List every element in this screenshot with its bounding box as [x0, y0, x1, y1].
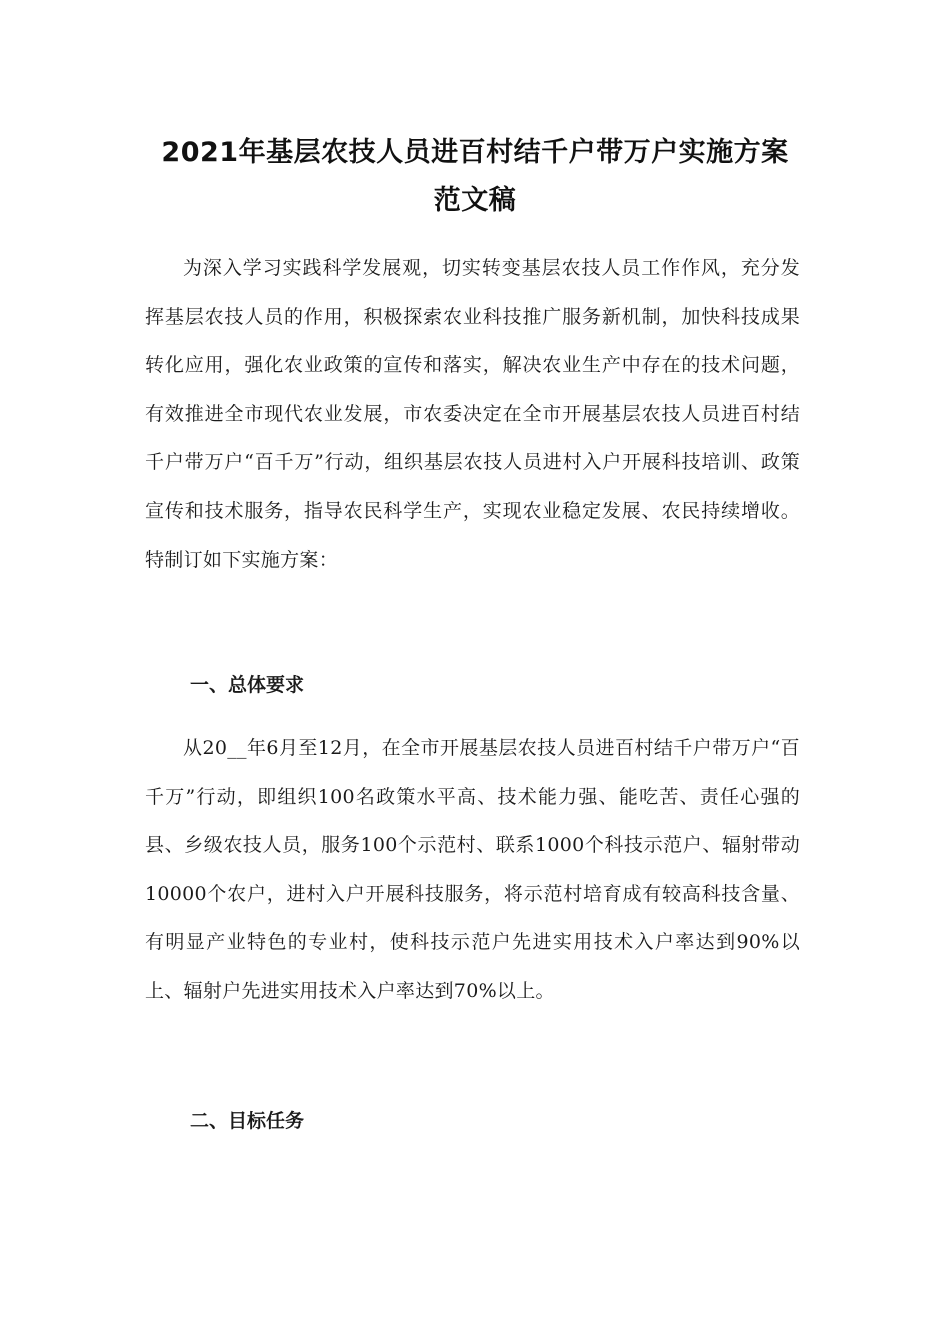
section-heading-goals-tasks: 二、目标任务	[190, 1110, 305, 1132]
intro-paragraph: 为深入学习实践科学发展观，切实转变基层农技人员工作作风，充分发挥基层农技人员的作用，积极探索农业科技推广服务新机制，加快科技成果转化应用，强化农业政策的宣传和落实，解决农业生产中存在的技术问题，有效推进全市现代农业发展，市农委决定在全市开展基层农技人员进百村结千户带万户“百千万”行动，组织基层农技人员进村入户开展科技培训、政策宣传和技术服务，指导农民科学生产，实现农业稳定发展、农民持续增收。特制订如下实施方案：	[145, 257, 800, 571]
document-title-line-1: 2021年基层农技人员进百村结千户带万户实施方案	[161, 137, 789, 168]
document-title-line-2: 范文稿	[433, 185, 517, 216]
general-requirements-paragraph: 从20__年6月至12月，在全市开展基层农技人员进百村结千户带万户“百千万”行动，即组织100名政策水平高、技术能力强、能吃苦、责任心强的县、乡级农技人员，服务100个示范村、联系1000个科技示范户、辐射带动10000个农户，进村入户开展科技服务，将示范村培育成有较高科技含量、有明显产业特色的专业村，使科技示范户先进实用技术入户率达到90%以上、辐射户先进实用技术入户率达到70%以上。	[145, 737, 800, 1002]
section-heading-general-requirements: 一、总体要求	[190, 674, 305, 696]
